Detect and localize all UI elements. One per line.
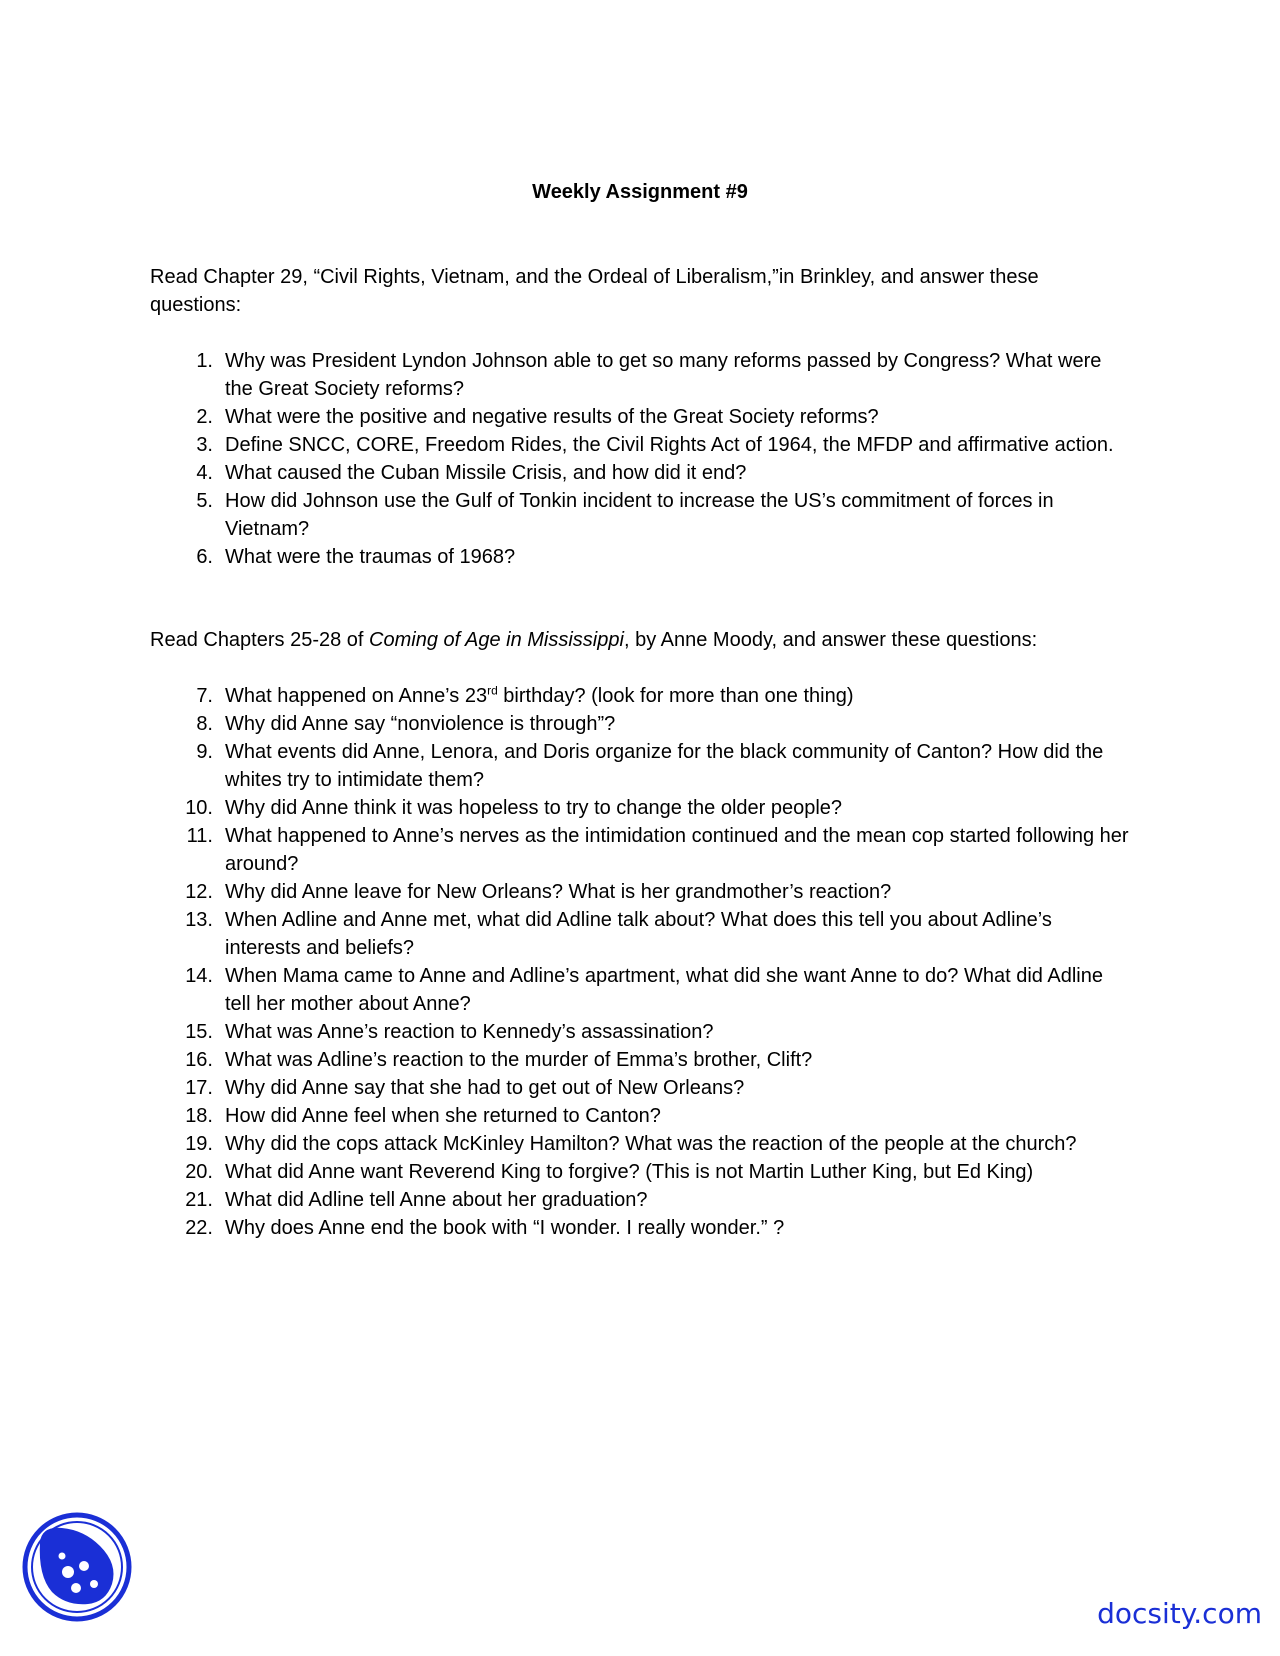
intro-paragraph-1: Read Chapter 29, “Civil Rights, Vietnam, and the Ordeal of Liberalism,”in Brinkley, and answer these questions: [150,266,1039,316]
question-text: What events did Anne, Lenora, and Doris organize for the black community of Canton? How did the whites try to intimidate them? [225,741,1104,791]
list-item [150,1158,1130,1186]
question-text: Why did the cops attack McKinley Hamilton? What was the reaction of the people at the church? [225,1133,1077,1155]
docsity-watermark[interactable]: docsity.com [1097,1597,1262,1630]
question-number: 20. [185,1161,213,1183]
question-text: What were the traumas of 1968? [225,546,516,568]
question-number: 19. [185,1133,213,1155]
list-item [150,1018,1130,1046]
question-number: 18. [185,1105,213,1127]
question-number: 11. [186,825,213,847]
question-text: What did Adline tell Anne about her graduation? [225,1189,648,1211]
question-text: Why was President Lyndon Johnson able to get so many reforms passed by Congress? What were the Great Society reforms? [225,350,1102,400]
list-item [150,682,1130,710]
question-number: 3. [196,434,213,456]
question-number: 7. [196,685,213,707]
book-title: Coming of Age in Mississippi [369,629,624,651]
list-item [150,906,1130,962]
list-item [150,347,1130,403]
question-list-1 [150,347,1130,571]
question-number: 10. [185,797,213,819]
list-item [150,1102,1130,1130]
list-item [150,487,1130,543]
question-text: When Adline and Anne met, what did Adline talk about? What does this tell you about Adline’s interests and beliefs? [225,909,1052,959]
list-item [150,1130,1130,1158]
question-text: What was Adline’s reaction to the murder of Emma’s brother, Clift? [225,1049,813,1071]
list-item [150,710,1130,738]
question-text: What caused the Cuban Missile Crisis, and how did it end? [225,462,747,484]
question-number: 5. [196,490,213,512]
page-title: Weekly Assignment #9 [532,181,748,203]
question-number: 17. [185,1077,213,1099]
question-text: Why did Anne say that she had to get out of New Orleans? [225,1077,745,1099]
question-text: When Mama came to Anne and Adline’s apartment, what did she want Anne to do? What did Adline tell her mother about Anne? [225,965,1103,1015]
list-item [150,738,1130,794]
question-7-before: What happened on Anne’s 23 [225,685,488,707]
question-7-after: birthday? (look for more than one thing) [497,685,854,707]
question-number: 2. [196,406,213,428]
list-item [150,431,1130,459]
docsity-logo-svg [22,1512,132,1622]
list-item [150,878,1130,906]
question-text [225,682,1130,710]
question-text: Define SNCC, CORE, Freedom Rides, the Civil Rights Act of 1964, the MFDP and affirmative action. [225,434,1114,456]
question-number: 9. [196,741,213,763]
question-number: 21. [185,1189,213,1211]
list-item [150,459,1130,487]
question-text: Why did Anne say “nonviolence is through”? [225,713,616,735]
question-number: 1. [196,350,213,372]
question-text: Why did Anne think it was hopeless to try to change the older people? [225,797,843,819]
question-text: How did Johnson use the Gulf of Tonkin incident to increase the US’s commitment of forces in Vietnam? [225,490,1054,540]
list-item [150,822,1130,878]
question-number: 16. [185,1049,213,1071]
intro-paragraph-2 [150,626,1130,654]
list-item [150,1214,1130,1242]
question-text: What were the positive and negative results of the Great Society reforms? [225,406,879,428]
intro-2-before: Read Chapters 25-28 of [150,629,370,651]
question-text: Why does Anne end the book with “I wonder. I really wonder.” ? [225,1217,785,1239]
question-text: What did Anne want Reverend King to forgive? (This is not Martin Luther King, but Ed King) [225,1161,1034,1183]
docsity-logo-icon[interactable] [22,1512,132,1622]
question-number: 8. [196,713,213,735]
list-item [150,1046,1130,1074]
question-number: 12. [185,881,213,903]
question-text: How did Anne feel when she returned to Canton? [225,1105,661,1127]
question-number: 6. [196,546,213,568]
ordinal-suffix: rd [487,683,498,698]
question-text: What was Anne’s reaction to Kennedy’s assassination? [225,1021,714,1043]
list-item [150,1186,1130,1214]
question-number: 4. [196,462,213,484]
question-number: 14. [185,965,213,987]
question-number: 13. [185,909,213,931]
question-number: 15. [185,1021,213,1043]
list-item [150,403,1130,431]
intro-2-after: , by Anne Moody, and answer these questions: [623,629,1038,651]
list-item [150,1074,1130,1102]
question-list-2 [150,682,1130,1242]
question-text: What happened to Anne’s nerves as the intimidation continued and the mean cop started following her around? [225,825,1129,875]
question-text: Why did Anne leave for New Orleans? What is her grandmother’s reaction? [225,881,892,903]
list-item [150,962,1130,1018]
list-item [150,543,1130,571]
question-number: 22. [185,1217,213,1239]
list-item [150,794,1130,822]
